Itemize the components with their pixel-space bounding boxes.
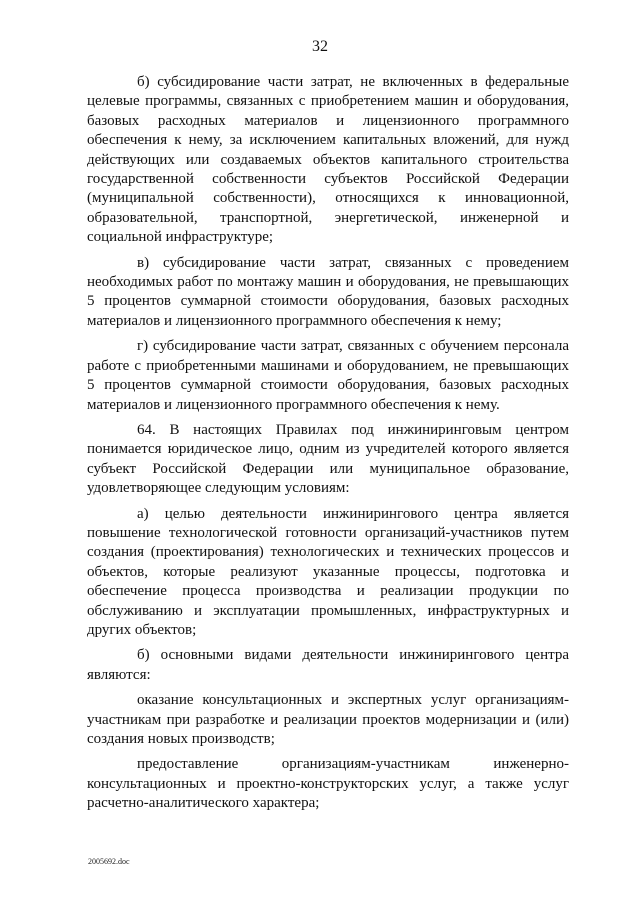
paragraph-engineering-services: предоставление организациям-участникам инженерно-консультационных и проектно-конструкторских услуг, а также услуг расчетно-аналитического характера; xyxy=(87,756,569,812)
paragraph-v-subsidy-installation: в) субсидирование части затрат, связанных с проведением необходимых работ по монтажу машин и оборудования, не превышающих 5 процентов суммарной стоимости оборудования, базовых расходных материалов и лицензионного программного обеспечения к нему; xyxy=(87,254,569,329)
paragraph-b-main-activities: б) основными видами деятельности инжинирингового центра являются: xyxy=(87,647,569,683)
paragraph-64-engineering-center: 64. В настоящих Правилах под инжиниринговым центром понимается юридическое лицо, одним из учредителей которого является субъект Российской Федерации или муниципальное образование, удовлетворяющее следующим условиям: xyxy=(87,421,569,497)
paragraph-g-subsidy-training: г) субсидирование части затрат, связанных с обучением персонала работе с приобретенными машинами и оборудованием, не превышающих 5 процентов суммарной стоимости оборудования, базовых расходных материалов и лицензионного программного обеспечения к нему. xyxy=(87,338,569,413)
document-body xyxy=(87,73,569,814)
page-number: 32 xyxy=(312,38,328,55)
file-name-footer: 2005692.doc xyxy=(88,857,130,866)
paragraph-a-goal: а) целью деятельности инжинирингового центра является повышение технологической готовности организаций-участников путем создания (проектирования) технологических и технических процессов и объектов, которые реализуют указанные процессы, подготовка и обеспечение процесса производства и реализации продукции по обслуживанию и эксплуатации промышленных, инфраструктурных и других объектов; xyxy=(87,505,569,638)
paragraph-b-subsidy-equipment: б) субсидирование части затрат, не включенных в федеральные целевые программы, связанных с приобретением машин и оборудования, базовых расходных материалов и лицензионного программного обеспечения к нему, за исключением капитальных вложений, для нужд действующих или создаваемых объектов капитального строительства государственной собственности субъектов Российской Федерации (муниципальной собственности), относящихся к инновационной, образовательной, транспортной, энергетической, инженерной и социальной инфраструктуре; xyxy=(87,74,569,246)
paragraph-consulting-services: оказание консультационных и экспертных услуг организациям-участникам при разработке и реализации проектов модернизации и (или) создания новых производств; xyxy=(87,692,569,747)
